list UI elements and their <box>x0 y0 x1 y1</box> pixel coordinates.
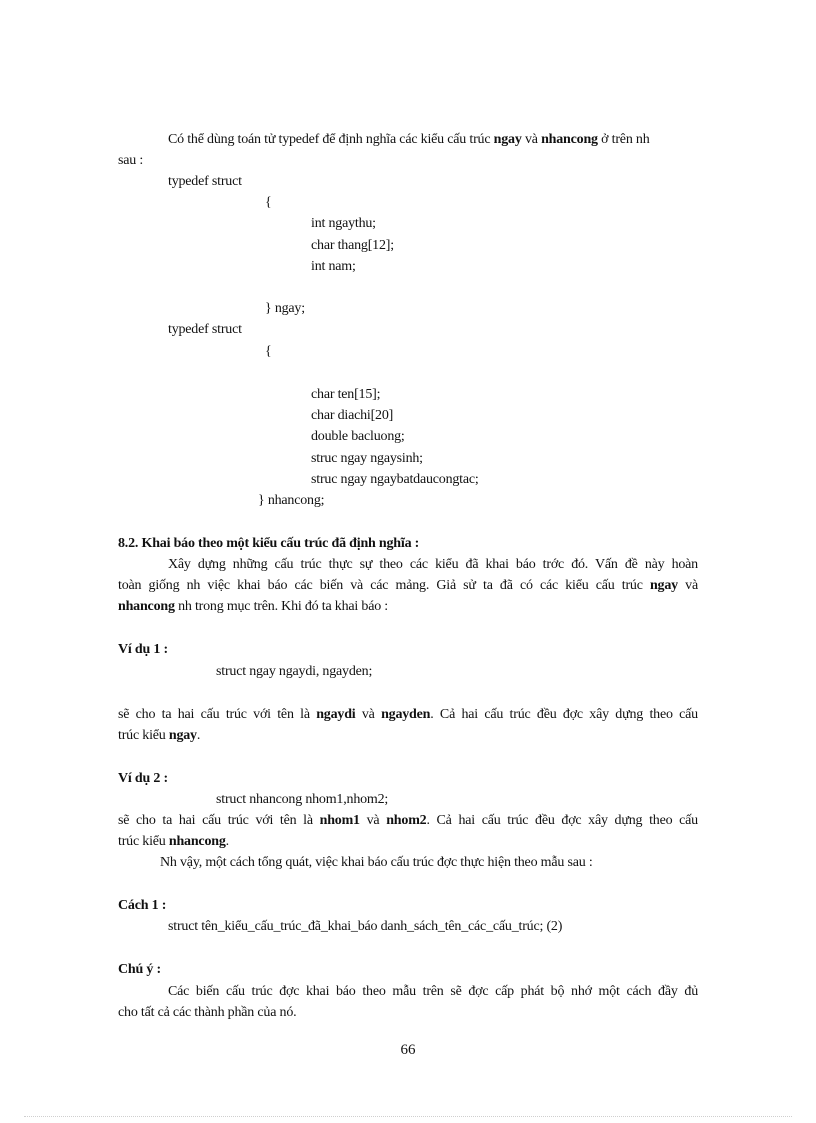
code-line: double bacluong; <box>311 429 405 444</box>
example-2-text <box>118 812 698 830</box>
code-line: typedef struct <box>168 322 242 337</box>
example-1-label: Ví dụ 1 : <box>118 642 168 657</box>
text-part: trúc kiểu <box>118 728 169 743</box>
text-part: sẽ cho ta hai cấu trúc với tên là <box>118 813 320 828</box>
term-ngay: ngay <box>493 132 522 147</box>
page-number: 66 <box>400 1042 416 1058</box>
section-text-part: nh trong mục trên. Khi đó ta khai báo : <box>174 599 388 614</box>
code-line: int nam; <box>311 259 356 274</box>
intro-text: Có thể dùng toán tử typedef để định nghĩa các kiểu cấu trúc <box>168 132 494 147</box>
example-1-text <box>118 706 698 724</box>
section-paragraph-line <box>118 577 698 595</box>
code-line: } ngay; <box>265 301 305 316</box>
section-text <box>118 577 698 595</box>
term-ngaydi: ngaydi <box>316 707 356 722</box>
code-line: struc ngay ngaysinh; <box>311 451 423 466</box>
example-1-text-line <box>118 706 698 724</box>
example-2-code: struct nhancong nhom1,nhom2; <box>216 792 389 807</box>
intro-text: và <box>521 132 542 147</box>
section-text: Xây dựng những cấu trúc thực sự theo các kiểu đã khai báo trớc đó. Vấn đề này hoàn <box>168 557 698 572</box>
term-nhancong: nhancong <box>168 834 226 849</box>
example-2-text-line <box>118 812 698 830</box>
text-part: . <box>225 834 229 849</box>
example-2-text-line <box>118 833 229 851</box>
code-line: char thang[12]; <box>311 238 394 253</box>
text-part: . Cả hai cấu trúc đều đợc xây dựng theo cấu <box>430 707 698 722</box>
term-ngayden: ngayden <box>381 707 431 722</box>
section-text-part: và <box>677 578 698 593</box>
intro-text: ở trên nh <box>597 132 650 147</box>
text-part: . Cả hai cấu trúc đều đợc xây dựng theo cấu <box>426 813 698 828</box>
term-nhom1: nhom1 <box>319 813 360 828</box>
summary-line: Nh vậy, một cách tổng quát, việc khai báo cấu trúc đợc thực hiện theo mẫu sau : <box>160 855 593 870</box>
code-line: { <box>265 195 272 210</box>
code-line: struc ngay ngaybatdaucongtac; <box>311 472 479 487</box>
note-text: Các biến cấu trúc đợc khai báo theo mẫu trên sẽ đợc cấp phát bộ nhớ một cách đầy đủ <box>168 984 698 999</box>
section-heading: 8.2. Khai báo theo một kiểu cấu trúc đã định nghĩa : <box>118 536 420 551</box>
method-1-code: struct tên_kiểu_cấu_trúc_đã_khai_báo danh_sách_tên_các_cấu_trúc; (2) <box>168 919 563 934</box>
term-nhom2: nhom2 <box>386 813 427 828</box>
bottom-dotted-rule <box>24 1116 792 1117</box>
text-part: sẽ cho ta hai cấu trúc với tên là <box>118 707 317 722</box>
code-line: int ngaythu; <box>311 216 376 231</box>
text-part: và <box>359 813 387 828</box>
section-paragraph-line <box>168 556 698 574</box>
example-1-code: struct ngay ngaydi, ngayden; <box>216 664 373 679</box>
code-line: typedef struct <box>168 174 242 189</box>
code-line: char diachi[20] <box>311 408 394 423</box>
text-part: trúc kiểu <box>118 834 169 849</box>
intro-line-1 <box>168 131 650 149</box>
text-part: . <box>196 728 201 743</box>
section-paragraph-line <box>118 598 388 616</box>
term-ngay: ngay <box>649 578 678 593</box>
code-line: char ten[15]; <box>311 387 381 402</box>
term-ngay: ngay <box>168 728 197 743</box>
code-line: } nhancong; <box>258 493 325 508</box>
example-1-text-line <box>118 727 200 745</box>
code-line: { <box>265 344 272 359</box>
example-2-label: Ví dụ 2 : <box>118 771 168 786</box>
note-text-line <box>168 983 698 1001</box>
term-nhancong: nhancong <box>541 132 598 147</box>
intro-line-2: sau : <box>118 153 144 168</box>
text-part: và <box>355 707 382 722</box>
note-text-line: cho tất cả các thành phần của nó. <box>118 1005 297 1020</box>
note-label: Chú ý : <box>118 962 161 977</box>
method-1-label: Cách 1 : <box>118 898 167 913</box>
term-nhancong: nhancong <box>118 599 175 614</box>
section-text-part: toàn giống nh việc khai báo các biến và các mảng. Giả sử ta đã có các kiểu cấu trúc <box>118 578 650 593</box>
